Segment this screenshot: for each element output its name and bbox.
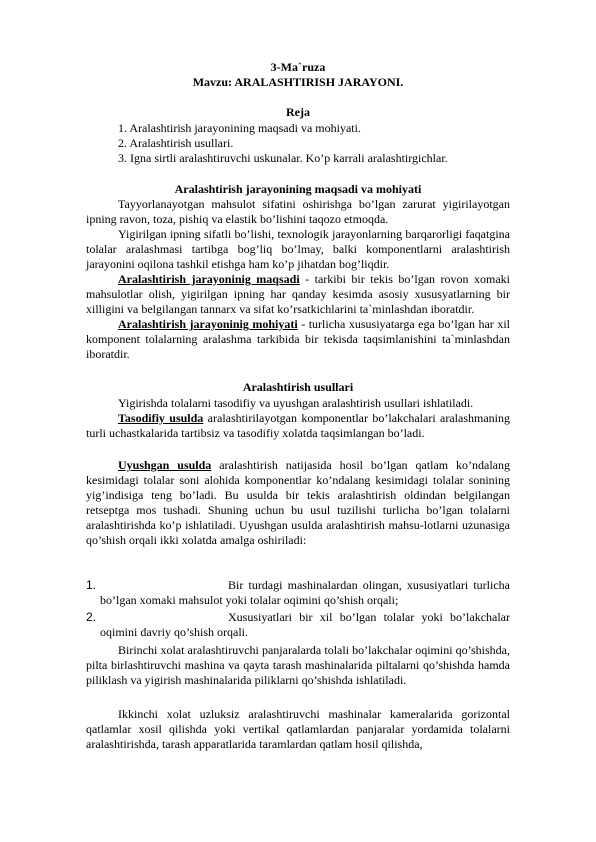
section2-paragraph-4: Birinchi xolat aralashtiruvchi panjaralarda tolali bo’lakchalar oqimini qo’shishda, pilta birlashtiruvchi mashina va qayta tarash mashinalarida piltalarni qo’shishda hamda piliklash va yigirish mashinalarida piliklarni qo’shishda ishlatiladi. <box>86 643 510 687</box>
paragraph-2-text: aralashtirilayotgan komponentlar bo’lakchalari aralashmaning turli uchastkalarida tartibsiz va tasodifiy xolatda taqsimlangan bo’ladi. <box>86 411 511 440</box>
term-mohiyati: Aralashtirish jarayoninig mohiyati <box>118 317 298 331</box>
section2-title: Aralashtirish usullari <box>242 380 354 394</box>
list-item-2: Xususiyatlari bir xil bo’lgan tolalar yoki bo’lakchalar oqimini davriy qo’shish orqali. <box>100 610 510 639</box>
lecture-number: 3-Ma`ruza <box>270 60 326 74</box>
section2-paragraph-1: Yigirishda tolalarni tasodifiy va uyushgan aralashtirish usullari ishlatiladi. <box>118 396 474 410</box>
section1-paragraph-4 <box>86 317 510 362</box>
paragraph-3b-text: aralashtirish natijasida hosil bo’lgan qatlam ko’ndalang kesimidagi tolalar soni alohida komponentlar ko’ndalang kesimidagi tolalar sonining yig’indisiga teng bo’ladi. Bu usulda bir tekis aralashtirish oldindan belgilangan retseptga mos tushadi. Shuning uchun bu usul tuzilishi turlicha bo’lgan tolalarni aralashtirishda ko’p ishlatiladi. Uyushgan usulda aralashtirish mahsu-lotlarni uzunasiga qo’shish orqali ikki xolatda amalga oshiriladi: <box>86 458 510 547</box>
paragraph-3-text: - tarkibi bir tekis bo’lgan rovon xomaki mahsulotlar olish, yigirilgan ipning har qanday kesimda asosiy xususyatlarning bir xilligini va belgilangan tannarx va sifat ko’rsatkichlarini ta`minlashdan iboratdir. <box>86 272 510 316</box>
section1-paragraph-3 <box>86 272 510 317</box>
plan-item-2: 2. Aralashtirish usullari. <box>118 136 234 150</box>
plan-item-1: 1. Aralashtirish jarayonining maqsadi va mohiyati. <box>118 121 361 135</box>
section2-paragraph-2 <box>86 411 510 441</box>
plan-item-3: 3. Igna sirtli aralashtiruvchi uskunalar. Ko’p karrali aralashtirgichlar. <box>118 151 448 165</box>
plan-title: Reja <box>286 105 310 119</box>
term-uyushgan: Uyushgan usulda <box>118 458 212 472</box>
list-item-1: Bir turdagi mashinalardan olingan, xususiyatlari turlicha bo’lgan xomaki mahsulot yoki tolalar oqimini qo’shish orqali; <box>100 578 510 607</box>
list-number-1: 1. <box>86 578 97 592</box>
lecture-topic: Mavzu: ARALASHTIRISH JARAYONI. <box>192 75 404 89</box>
paragraph-4-text: - turlicha xususiyatarga ega bo’lgan har xil komponent tolalarning aralashma tarkibida bir tekisda taqsimlanishini ta`minlashdan iboratdir. <box>86 317 510 361</box>
section2-paragraph-5: Ikkinchi xolat uzluksiz aralashtiruvchi mashinalar kameralarida gorizontal qatlamlar xosil qilishda yoki vertikal qatlamlardan panjaralar yordamida tolalarni aralashtirishda, tarash apparatlarida taramlardan qatlam hosil qilishda, <box>86 707 510 751</box>
term-tasodifiy: Tasodifiy usulda <box>118 411 204 425</box>
section1-paragraph-1: Tayyorlanayotgan mahsulot sifatini oshirishga bo’lgan zarurat yigirilayotgan ipning ravon, toza, pishiq va elastik bo’lishini taqozo etmoqda. <box>86 197 510 226</box>
term-maqsadi: Aralashtirish jarayoninig maqsadi <box>118 272 300 286</box>
section2-paragraph-3 <box>86 458 510 548</box>
section1-title: Aralashtirish jarayonining maqsadi va mohiyati <box>174 182 422 196</box>
list-number-2: 2. <box>86 610 97 624</box>
section1-paragraph-2: Yigirilgan ipning sifatli bo’lishi, texnologik jarayonlarning barqarorligi faqatgina tolalar aralashmasi tartibga bog’liq bo’lmay, balki komponentlarni aralashtirish jarayonini oqilona tashkil etishga ham ko’p jihatdan bog’liqdir. <box>86 227 510 271</box>
